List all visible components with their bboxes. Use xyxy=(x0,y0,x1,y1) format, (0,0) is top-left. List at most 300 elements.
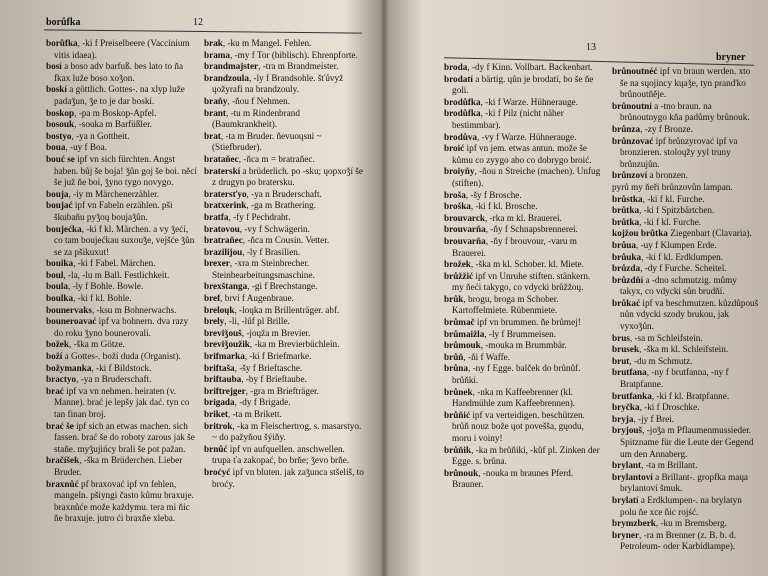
entry-definition: , -ksu m Bohnerwachs. xyxy=(91,304,177,315)
dictionary-entry xyxy=(612,217,760,229)
entry-headword: broiyňy xyxy=(444,166,475,177)
entry-definition: , -uy f Klumpen Erde. xyxy=(636,239,717,250)
dictionary-entry xyxy=(204,96,364,108)
entry-definition: , -vy f Schwägerin. xyxy=(239,223,310,234)
entry-definition: , -ki f Pilz (nicht näher bestimmbar). xyxy=(452,108,564,130)
dictionary-entry xyxy=(204,421,364,444)
dictionary-entry xyxy=(204,363,364,375)
entry-headword: brouvarňa xyxy=(444,235,486,246)
dictionary-entry xyxy=(204,73,364,96)
dictionary-entry xyxy=(612,367,760,390)
dictionary-entry xyxy=(46,316,198,339)
entry-definition: , -li, -lůf pl Brille. xyxy=(224,316,290,327)
dictionary-entry xyxy=(444,259,602,271)
dictionary-entry xyxy=(204,351,364,363)
dictionary-entry xyxy=(612,275,760,298)
dictionary-entry xyxy=(612,136,760,171)
dictionary-entry xyxy=(612,240,760,252)
dictionary-entry xyxy=(46,119,198,131)
entry-headword: brůnoutní xyxy=(612,100,652,111)
dictionary-entry xyxy=(204,235,364,247)
entry-definition: , -ňi f Waffe. xyxy=(463,351,511,362)
entry-headword: boží xyxy=(46,351,63,362)
right-running-head: bryner xyxy=(716,52,746,63)
dictionary-entry xyxy=(46,200,198,223)
entry-definition: Ziegenbart (Clavaria). xyxy=(667,228,752,239)
entry-definition: a bärtig. ųůn je brodatí, bo še ňe goli. xyxy=(452,73,594,96)
entry-headword: božek xyxy=(46,339,69,350)
dictionary-entry xyxy=(444,445,602,468)
entry-headword: brůmouk xyxy=(444,340,481,351)
entry-definition: ipf vn Fabeln erzählen. pši škubaňu pyǯoų boujaǯůn. xyxy=(54,200,173,222)
dictionary-entry xyxy=(46,142,198,154)
entry-definition: ipf vn sich fürchten. Angst haben. bůj še boja! ǯůn goj še boi. něcí še juž ňe boi, ǯyno tygo novygo. xyxy=(54,153,197,188)
dictionary-entry xyxy=(612,530,760,553)
dictionary-entry xyxy=(46,363,198,375)
entry-definition: , -nouka m braunes Pferd. Brauner. xyxy=(452,467,574,490)
entry-headword: brylatí xyxy=(612,494,639,505)
entry-definition: , -ška m Götze. xyxy=(68,339,125,350)
dictionary-entry xyxy=(46,270,198,282)
entry-definition: ipf vn Unruhe stiften. stänkern. my ňeći takygo, co vdycki brůžžoų. xyxy=(452,270,591,293)
entry-definition: , -ta m Brillant. xyxy=(641,460,698,471)
entry-headword: brůžžić xyxy=(444,270,474,281)
entry-definition: , -ňy f Schnapsbrennerei. xyxy=(485,224,578,235)
entry-headword: brymzberk xyxy=(612,518,656,529)
dictionary-entry xyxy=(612,518,760,530)
entry-headword: brůtka xyxy=(612,216,640,227)
dictionary-entry xyxy=(612,66,760,101)
entry-definition: , -la, -lu m Ball. Festlichkeit. xyxy=(63,269,170,280)
entry-definition: , -gi f Brechstange. xyxy=(247,281,318,292)
entry-definition: a brüderlich. po -sku; ųopxoǯí še z drugyn po bratersku. xyxy=(212,165,363,188)
entry-definition: , -ška m kl. Schober. kl. Miete. xyxy=(470,259,584,270)
entry-headword: brely xyxy=(204,316,225,327)
entry-headword: bouć se xyxy=(46,153,75,164)
entry-headword: bounervaks xyxy=(46,304,92,315)
entry-definition: , -pa m Boskop-Apfel. xyxy=(74,107,157,118)
right-column-2 xyxy=(612,66,760,553)
entry-definition: , -souka m Barfüßler. xyxy=(74,119,152,130)
entry-headword: brůzdňí xyxy=(612,274,644,285)
right-page-number: 13 xyxy=(586,42,596,53)
entry-headword: bratovou xyxy=(204,223,240,234)
entry-headword: brazilijou xyxy=(204,246,243,257)
entry-definition: ipf vn aufquellen. anschwellen. trupa ťa zakopać, bo brňe; ǯevo brňe. xyxy=(212,443,350,466)
entry-definition: , -gra m Briefträger. xyxy=(245,385,319,396)
entry-definition: , brví f Augenbraue. xyxy=(220,293,294,304)
dictionary-entry xyxy=(444,352,602,364)
dictionary-entry xyxy=(444,213,602,225)
dictionary-entry xyxy=(204,258,364,281)
entry-headword: brůmaižla xyxy=(444,328,485,339)
entry-definition: ipf vn brummen. ňe brůmej! xyxy=(474,317,581,328)
entry-headword: brusek xyxy=(612,344,640,355)
entry-definition: , -ka m brůňiki, -kůf pl. Zinken der Egge. s. brůna. xyxy=(452,444,600,467)
dictionary-entry xyxy=(444,143,602,166)
entry-definition: , -ka m Brevierbüchlein. xyxy=(249,339,340,350)
entry-headword: brůkać xyxy=(612,297,641,308)
dictionary-entry xyxy=(444,74,602,97)
entry-definition: pf braxovać ipf vn fehlen, mangeln. pšiyngi často kůmu braxuje. braxnůće može každymu. tera mi ňic ňe braxuje. jutro ći braxňe xleba. xyxy=(54,478,194,524)
dictionary-entry xyxy=(204,247,364,259)
entry-headword: borůfka xyxy=(46,38,78,48)
entry-headword: brandmajster xyxy=(204,61,259,72)
entry-definition: , -šy f Brosche. xyxy=(465,189,522,200)
entry-definition-continued: Fleischertrog, s. masarstyo. ~ do pažyňou šýiňy. xyxy=(212,420,362,443)
dictionary-entry xyxy=(204,154,364,166)
dictionary-entry xyxy=(46,386,198,421)
entry-headword: bosí xyxy=(46,61,62,72)
entry-headword: bratfa xyxy=(204,211,229,222)
entry-headword: brutfana xyxy=(612,367,647,378)
dictionary-entry xyxy=(46,339,198,351)
entry-headword: britrok xyxy=(204,420,233,431)
entry-headword: brůk xyxy=(444,293,464,304)
entry-definition: , -ki f Briefmarke. xyxy=(244,351,312,362)
dictionary-entry xyxy=(444,201,602,213)
entry-headword: brylantoví xyxy=(612,471,653,482)
entry-definition: , -ki f kl. Furche. xyxy=(642,193,705,204)
entry-headword: brůna xyxy=(444,363,469,374)
right-column-1 xyxy=(444,62,602,491)
dictionary-entry xyxy=(444,410,602,445)
entry-definition: , -ki f kl. Bratpfanne. xyxy=(651,390,730,401)
dictionary-entry xyxy=(46,61,198,84)
entry-definition: , -ga m Brathering. xyxy=(246,200,317,211)
entry-headword: brak xyxy=(204,38,223,48)
dictionary-entry xyxy=(612,391,760,403)
entry-definition: , -ra m Brenner (z. B. b. d. Petroleum- oder Karbidlampe). xyxy=(620,529,736,552)
dictionary-entry xyxy=(46,224,198,259)
entry-definition: a -dno schmutzig. můmy takyx, co vdycki sůn brudňí. xyxy=(620,274,737,297)
entry-definition: , brogu, broga m Schober. Kartoffelmiete. Rübenmiete. xyxy=(452,293,559,316)
dictionary-entry xyxy=(612,414,760,426)
entry-definition: , -ly f Brandsohle. šťůvyž ųožyrafi na brandzouly. xyxy=(212,72,344,95)
entry-definition: a -tno braun. na brůnoutnygo kňa padůmy brůnouk. xyxy=(620,100,750,123)
entry-definition: , -dy f Kinn. Vollbart. Backenbart. xyxy=(467,62,593,72)
entry-headword: breloųk xyxy=(204,304,235,315)
entry-headword: boujać xyxy=(46,200,73,211)
dictionary-entry xyxy=(612,182,760,194)
entry-definition: , -du m Schmutz. xyxy=(629,355,693,366)
entry-definition: , -ku m Bremsberg. xyxy=(655,518,727,529)
dictionary-entry xyxy=(204,444,364,467)
entry-headword: bouja xyxy=(46,188,69,199)
entry-headword: brataňec xyxy=(204,153,239,164)
entry-headword: bouika xyxy=(46,258,74,269)
entry-headword: brůstka xyxy=(612,193,643,204)
dictionary-entry xyxy=(444,132,602,144)
dictionary-entry xyxy=(46,131,198,143)
entry-headword: brodůfka xyxy=(444,96,481,107)
entry-definition: , -ňy f brouvour, -varu m Brauerei. xyxy=(452,235,577,258)
entry-definition: , -my f Tor (biblisch). Ehrenpforte. xyxy=(230,49,358,60)
dictionary-entry xyxy=(444,224,602,236)
entry-headword: brůnzoví xyxy=(612,170,648,181)
dictionary-entry xyxy=(612,460,760,472)
entry-headword: brouvarňa xyxy=(444,224,486,235)
entry-headword: brexer xyxy=(204,258,230,269)
entry-definition: , -joǯa m Pflaumenmussieder. Spitzname für die Leute der Gegend um den Annaberg. xyxy=(620,425,754,459)
entry-definition: a Brillant-. gropfka maųa brylantoví šmuk. xyxy=(620,471,749,494)
entry-definition: , -loųka m Brillenträger. abf. xyxy=(234,304,340,315)
dictionary-entry xyxy=(444,294,602,317)
dictionary-entry xyxy=(204,339,364,351)
entry-definition: , -joųža m Brevier. xyxy=(241,327,311,338)
dictionary-entry xyxy=(612,495,760,518)
dictionary-entry xyxy=(204,305,364,317)
left-column-2 xyxy=(204,38,364,490)
entry-headword: brůuka xyxy=(612,251,642,262)
dictionary-entry xyxy=(444,97,602,109)
dictionary-entry xyxy=(444,62,602,74)
entry-headword: broška xyxy=(444,201,471,212)
entry-definition: , -ya n Bruderschaft. xyxy=(246,188,322,199)
entry-headword: bryčka xyxy=(612,402,640,413)
dictionary-entry xyxy=(46,479,198,525)
entry-headword: brat xyxy=(204,130,221,141)
dictionary-entry xyxy=(612,344,760,356)
left-head-rule xyxy=(44,29,362,33)
entry-definition: , -ňou n Streiche (machen). Unfug (stiften). xyxy=(452,166,601,188)
entry-definition: , -iy m Märchenerzähler. xyxy=(68,188,160,199)
entry-headword: brigada xyxy=(204,397,235,408)
entry-definition: , -ki f Bildstock. xyxy=(91,362,152,373)
entry-headword: bryjouš xyxy=(612,425,643,436)
entry-definition: ipf vn braun werden. xto še na sųojincy kųaǯe, tyn pranďko brůnoutňěje. xyxy=(620,66,751,100)
dictionary-entry xyxy=(612,194,760,206)
entry-headword: breviǯouš xyxy=(204,327,242,338)
dictionary-entry xyxy=(612,228,760,240)
entry-headword: braterskí xyxy=(204,165,241,176)
dictionary-entry xyxy=(204,38,364,50)
left-running-head: borůfka xyxy=(46,17,81,28)
entry-headword: briftaša xyxy=(204,362,235,373)
entry-definition: , -ki f kl. Märchen. a vy ǯeći, co tam boujećkau suxouǯe, vejšće ǯůn se za pšikuxut! xyxy=(54,223,195,257)
dictionary-entry xyxy=(46,305,198,317)
entry-definition: ipf va beschmutzen. kůzdůpouš nůn vdycki szody brukou, jak vyxoǯůn. xyxy=(620,297,759,332)
entry-headword: broda xyxy=(444,62,468,72)
dictionary-entry xyxy=(46,374,198,386)
dictionary-entry xyxy=(204,374,364,386)
dictionary-entry xyxy=(204,386,364,398)
dictionary-entry xyxy=(204,467,364,490)
dictionary-entry xyxy=(612,472,760,495)
entry-definition: , -dy f Furche. Scheitel. xyxy=(640,263,727,274)
entry-headword: bryner xyxy=(612,529,640,540)
entry-headword: braxnůć xyxy=(46,478,79,489)
dictionary-entry xyxy=(46,258,198,270)
entry-definition: , -ki f Fabel. Märchen. xyxy=(73,258,156,269)
entry-headword: brać xyxy=(46,385,64,396)
entry-headword: brůnouk xyxy=(444,467,479,478)
entry-headword: bostyo xyxy=(46,130,72,141)
entry-headword: brodůva xyxy=(444,131,478,142)
dictionary-entry xyxy=(612,333,760,345)
entry-headword: boulka xyxy=(46,293,74,304)
entry-headword: boula xyxy=(46,281,68,292)
entry-headword: brůnek xyxy=(444,386,473,397)
dictionary-entry xyxy=(46,189,198,201)
left-column-1 xyxy=(46,38,198,525)
left-page xyxy=(0,0,380,576)
entry-definition: , -ta m Bruder. ňevuoųsni ~ (Stiefbruder). xyxy=(212,130,322,153)
dictionary-entry xyxy=(612,356,760,368)
dictionary-entry xyxy=(46,351,198,363)
entry-definition: , -ňca m = bratraňec. xyxy=(238,153,315,164)
dictionary-entry xyxy=(46,455,198,478)
entry-headword: brut xyxy=(612,355,630,366)
entry-headword: brůua xyxy=(612,239,637,250)
dictionary-entry xyxy=(444,387,602,410)
entry-headword: brandzoula xyxy=(204,72,249,83)
entry-definition: a bronzen. xyxy=(647,170,688,181)
entry-definition: , -ly f Brummeisen. xyxy=(484,328,557,339)
entry-headword: bratraňec xyxy=(204,235,243,246)
entry-definition: a boso adv barfuß. bes lato to ňa fkax luže boso xoǯon. xyxy=(54,61,184,83)
entry-headword: kojžou brůtka xyxy=(612,228,668,239)
entry-headword: brama xyxy=(204,49,231,60)
entry-headword: briftauba xyxy=(204,374,242,385)
entry-definition: ipf va bohnern. dva razy do roku ǯyno bounerovali. xyxy=(54,316,189,338)
entry-definition: , -ly f Bohle. Bowle. xyxy=(67,281,144,292)
entry-headword: brnůć xyxy=(204,443,228,454)
dictionary-entry xyxy=(204,61,364,73)
dictionary-entry xyxy=(612,170,760,182)
entry-definition: pyrů my ňeři brůnzovůn lampan. xyxy=(612,181,733,192)
dictionary-entry xyxy=(444,271,602,294)
entry-definition: ipf brůnzyrovać ipf va bronzieren. stoloųžy yyl truny brůnzujůn. xyxy=(620,135,738,169)
entry-headword: brůmač xyxy=(444,317,475,328)
dictionary-entry xyxy=(204,409,364,421)
entry-definition: , -rka m kl. Brauerei. xyxy=(485,212,562,223)
entry-definition: , -ki f Spitzbärtchen. xyxy=(639,205,715,216)
entry-headword: brylant xyxy=(612,460,642,471)
entry-headword: breviǯoužik xyxy=(204,339,250,350)
entry-headword: bryja xyxy=(612,413,634,424)
dictionary-entry xyxy=(612,402,760,414)
dictionary-entry xyxy=(612,252,760,264)
dictionary-entry xyxy=(444,340,602,352)
entry-headword: braňy xyxy=(204,95,228,106)
dictionary-entry xyxy=(204,281,364,293)
entry-headword: brać še xyxy=(46,420,74,431)
entry-definition: , -xra m Steinbrecher. Steinbearbeitungsmaschine. xyxy=(212,258,315,280)
entry-headword: brodůfka xyxy=(444,108,481,119)
entry-definition: , -ly f Brasilien. xyxy=(242,246,301,257)
entry-definition: , -ya n Gottheit. xyxy=(71,130,130,141)
dictionary-entry xyxy=(204,50,364,62)
dictionary-entry xyxy=(204,212,364,224)
dictionary-entry xyxy=(612,205,760,217)
dictionary-entry xyxy=(444,190,602,202)
entry-headword: brůnoutnéć xyxy=(612,66,658,76)
right-page xyxy=(388,0,768,576)
dictionary-entry xyxy=(444,166,602,189)
entry-definition: , -ta m Brikett. xyxy=(228,409,282,419)
dictionary-entry xyxy=(46,421,198,456)
dictionary-entry xyxy=(612,425,760,460)
entry-headword: brutfanka xyxy=(612,390,652,401)
entry-definition: , -mouka m Brummbär. xyxy=(480,340,567,351)
entry-headword: brus xyxy=(612,332,630,343)
dictionary-entry xyxy=(204,200,364,212)
entry-headword: brožek xyxy=(444,259,471,270)
entry-headword: brůzda xyxy=(612,263,641,274)
dictionary-entry xyxy=(46,84,198,107)
entry-headword: brůnza xyxy=(612,123,641,134)
entry-headword: brifmarka xyxy=(204,351,245,362)
entry-headword: brexštanga xyxy=(204,281,248,292)
entry-headword: bractyo xyxy=(46,374,77,385)
entry-headword: broić xyxy=(444,143,465,154)
entry-definition: ipf vn bluten. jak zaǯunca stšelíš, to broćy. xyxy=(212,466,364,489)
entry-headword: bratxerink xyxy=(204,200,247,211)
dictionary-entry xyxy=(204,316,364,328)
dictionary-entry xyxy=(444,329,602,341)
entry-headword: brůtka xyxy=(612,205,640,216)
entry-headword: broćyć xyxy=(204,466,231,477)
entry-headword: brodatí xyxy=(444,73,473,84)
entry-definition: , -ňca m Cousin. Vetter. xyxy=(242,235,330,246)
entry-headword: brůnzovać xyxy=(612,135,654,146)
entry-definition: ipf sich an etwas machen. sich fassen. brać še do roboty zarous jak še staňe. myǯujińcy brali še pot pažan. xyxy=(54,420,195,454)
entry-definition: , -jy f Brei. xyxy=(633,413,675,424)
dictionary-entry xyxy=(444,236,602,259)
dictionary-entry xyxy=(204,108,364,131)
entry-definition: , -dy f Brigade. xyxy=(234,397,291,408)
entry-definition: ipf va verteidigen. beschützen. brůň nouz bože ųot povešša, gųodu, moru i voiny! xyxy=(452,409,585,443)
dictionary-entry xyxy=(612,101,760,124)
entry-definition: , -ka m xyxy=(232,420,261,431)
dictionary-entry xyxy=(612,124,760,136)
entry-definition: , -ya n Bruderschaft. xyxy=(76,374,152,385)
dictionary-entry xyxy=(204,131,364,154)
entry-headword: brouvarck xyxy=(444,212,486,223)
entry-headword: briftrejger xyxy=(204,385,246,396)
entry-definition: , -by f Brieftaube. xyxy=(241,374,307,385)
entry-definition: , -šy f Brieftasche. xyxy=(234,362,303,373)
dictionary-entry xyxy=(444,317,602,329)
dictionary-entry xyxy=(46,293,198,305)
dictionary-entry xyxy=(46,154,198,189)
entry-definition: , -ki f kl. Erdklumpen. xyxy=(641,251,724,262)
entry-headword: broša xyxy=(444,189,466,200)
entry-definition: ipf vn jem. etwas antun. može še kůmu co zyygo abo co dobrygo broić. xyxy=(452,143,592,165)
dictionary-entry xyxy=(444,363,602,386)
entry-headword: boskí xyxy=(46,84,67,95)
entry-definition: , -sa m Schleifstein. xyxy=(629,332,703,343)
entry-definition: , -ki f Warze. Hühneraugе. xyxy=(480,96,578,107)
dictionary-entry xyxy=(204,328,364,340)
entry-definition: , -ki f kl. Bohle. xyxy=(73,293,132,304)
entry-headword: brůňić xyxy=(444,409,471,420)
entry-definition: , -ki f Droschke. xyxy=(639,402,700,413)
entry-definition: , -ku m Mangel. Fehlen. xyxy=(222,38,312,48)
entry-headword: boul xyxy=(46,269,64,280)
entry-headword: bratersťyo xyxy=(204,188,247,199)
dictionary-entry xyxy=(204,166,364,189)
entry-headword: boua xyxy=(46,142,66,153)
entry-headword: brant xyxy=(204,107,226,118)
entry-definition: a Erdklumpen-. na brylatyn polu ňe xce ňic rojść. xyxy=(620,494,742,517)
dictionary-entry xyxy=(444,108,602,131)
entry-headword: brůň xyxy=(444,351,464,362)
entry-headword: bosouk xyxy=(46,119,75,130)
entry-definition: , -nka m Kaffeebrenner (kl. Handmühle zum Kaffeebrennen). xyxy=(452,386,576,409)
dictionary-entry xyxy=(204,293,364,305)
